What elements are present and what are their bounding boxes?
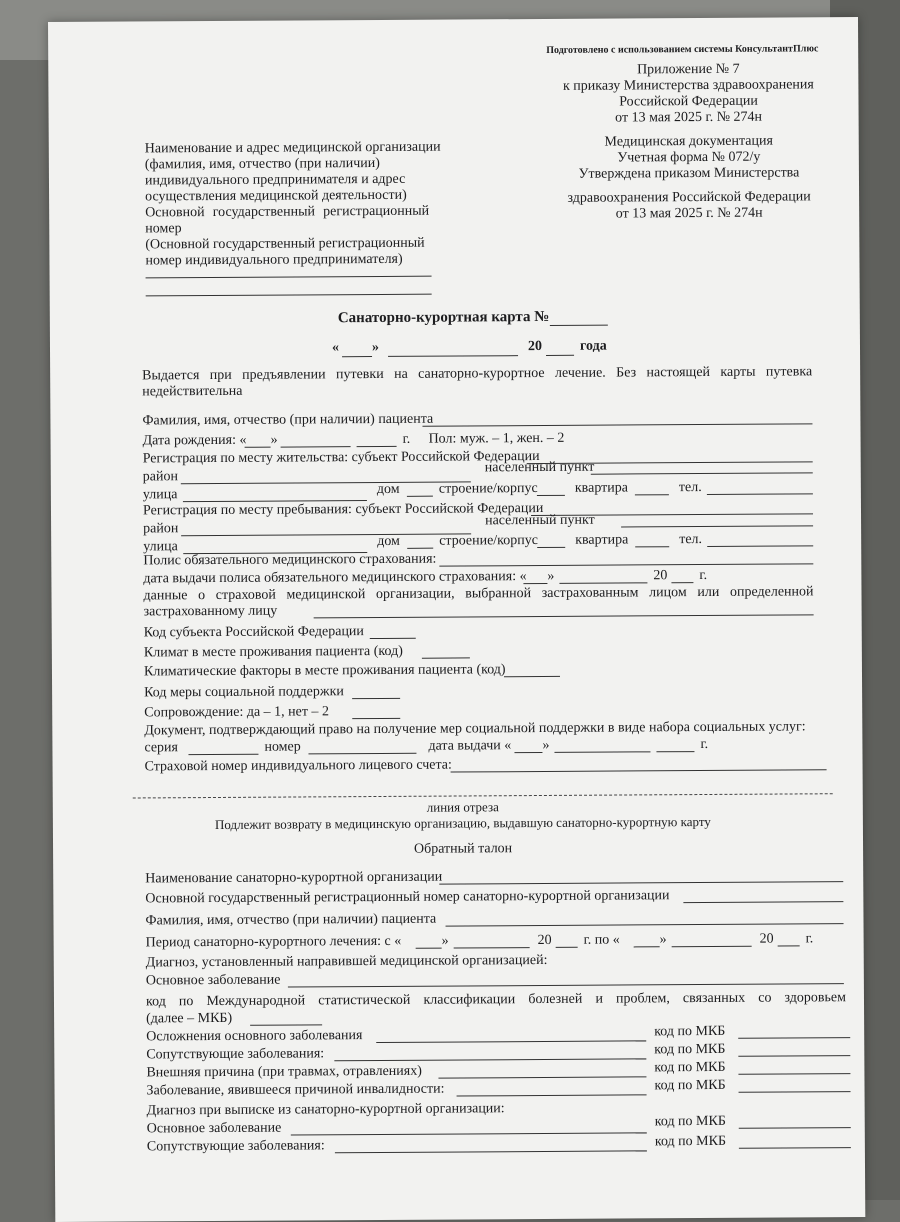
card-year-prefix: 20 <box>527 338 543 355</box>
complications-icd-label: код по МКБ <box>654 1023 726 1040</box>
period-from-day-field[interactable] <box>416 948 442 949</box>
concomitant-label: Сопутствующие заболевания: <box>146 1046 325 1063</box>
discharge-main-icd-field[interactable] <box>739 1127 851 1129</box>
region-code-label: Код субъекта Российской Федерации <box>143 624 364 641</box>
discharge-concomitant-icd-label: код по МКБ <box>654 1133 727 1150</box>
appendix-number: Приложение № 7 <box>637 61 740 78</box>
discharge-concomitant-field[interactable] <box>335 1150 647 1153</box>
approved-line-1: Утверждена приказом Министерства <box>578 165 800 182</box>
period-from-year-field[interactable] <box>556 947 578 948</box>
birth-year-g: г. <box>402 431 411 447</box>
issue-month-field[interactable] <box>554 751 650 753</box>
order-line-3: от 13 мая 2025 г. № 274н <box>615 109 763 126</box>
card-month-field[interactable] <box>388 355 518 357</box>
policy-date-close: » <box>547 568 555 584</box>
period-to-day-field[interactable] <box>634 946 660 947</box>
external-icd-label: код по МКБ <box>654 1059 726 1076</box>
birth-day-field[interactable] <box>245 447 271 448</box>
phone-field-1[interactable] <box>707 493 813 495</box>
card-date-open: « <box>331 340 340 356</box>
disability-icd-field[interactable] <box>739 1091 851 1093</box>
phone-label-2: тел. <box>679 532 703 548</box>
discharge-main-icd-label: код по МКБ <box>654 1113 726 1130</box>
birth-date-close: » <box>270 432 278 448</box>
house-label-1: дом <box>376 481 400 497</box>
insurer-field[interactable] <box>314 614 814 618</box>
icd-line-1: код по Международной статистической классификации болезней и проблем, связанных со здоровьем <box>145 990 847 1010</box>
diagnosis-referral-label: Диагноз, установленный направившей медицинской организацией: <box>145 952 548 971</box>
card-day-field[interactable] <box>342 356 372 357</box>
main-disease-label: Основное заболевание <box>145 972 281 989</box>
concomitant-field[interactable] <box>334 1058 646 1061</box>
doc-right-label: Документ, подтверждающий право на получение мер социальной поддержки в виде набора социальных услуг: <box>144 719 806 739</box>
house-field-2[interactable] <box>407 548 433 549</box>
policy-day-field[interactable] <box>523 583 547 584</box>
series-label: серия <box>144 740 179 756</box>
order-line-1: к приказу Министерства здравоохранения <box>562 77 814 94</box>
issue-year-g: г. <box>700 736 709 753</box>
building-label-1: строение/корпус <box>438 481 538 497</box>
district-field-1[interactable] <box>181 481 471 484</box>
period-year-g: г. <box>805 931 814 947</box>
discharge-concomitant-label: Сопутствующие заболевания: <box>146 1138 325 1155</box>
birth-month-field[interactable] <box>281 446 351 447</box>
fio-label: Фамилия, имя, отчество (при наличии) пациента <box>142 411 434 429</box>
card-year-field[interactable] <box>546 355 574 356</box>
discharge-main-disease-label: Основное заболевание <box>146 1120 282 1137</box>
escort-label: Сопровождение: да – 1, нет – 2 <box>144 704 330 721</box>
building-label-2: строение/корпус <box>439 533 539 549</box>
med-doc-label: Медицинская документация <box>604 133 773 150</box>
document-page <box>48 17 865 1222</box>
org-underline-1[interactable] <box>146 276 432 279</box>
org-line-6: номер <box>145 221 182 237</box>
issue-date-close: » <box>542 737 550 753</box>
apartment-field-1[interactable] <box>635 494 669 495</box>
card-date-close: » <box>371 339 380 356</box>
district-label-1: район <box>142 469 179 485</box>
issue-year-field[interactable] <box>656 751 694 752</box>
district-field-2[interactable] <box>181 533 471 536</box>
escort-field[interactable] <box>352 718 400 719</box>
coupon-sanatorium-name-label: Наименование санаторно-курортной организации <box>145 869 443 887</box>
number-label: номер <box>264 739 301 755</box>
street-label-1: улица <box>142 487 178 503</box>
reg-living-label: Регистрация по месту жительства: субъект Российской Федерации <box>142 449 540 467</box>
card-title: Санаторно-курортная карта № <box>337 308 550 327</box>
period-to-label: г. по « <box>583 932 620 948</box>
org-line-3: индивидуального предпринимателя и адрес <box>144 171 406 189</box>
org-underline-2[interactable] <box>146 294 432 297</box>
period-from-month-field[interactable] <box>454 947 530 948</box>
settlement-label-2: населенный пункт <box>485 512 595 529</box>
period-close-1: » <box>441 933 449 949</box>
reg-stay-label: Регистрация по месту пребывания: субъект Российской Федерации <box>142 500 544 519</box>
phone-label-1: тел. <box>678 480 702 496</box>
issue-day-field[interactable] <box>514 752 542 753</box>
org-line-7: (Основной государственный регистрационный <box>145 235 425 253</box>
building-field-1[interactable] <box>537 495 565 496</box>
period-close-2: » <box>659 932 667 948</box>
concomitant-icd-label: код по МКБ <box>654 1041 726 1058</box>
street-label-2: улица <box>143 539 178 555</box>
approved-line-2: здравоохранения Российской Федерации <box>567 189 811 206</box>
social-code-label: Код меры социальной поддержки <box>144 684 344 701</box>
coupon-sanatorium-name-field[interactable] <box>439 881 843 884</box>
cut-line-label: линия отреза <box>426 799 499 815</box>
disability-icd-label: код по МКБ <box>654 1077 726 1094</box>
period-year-1-prefix: 20 <box>537 932 552 949</box>
intro-line-2: недействительна <box>142 383 243 400</box>
org-line-1: Наименование и адрес медицинской организации <box>144 139 441 157</box>
snils-field[interactable] <box>451 769 827 772</box>
social-code-field[interactable] <box>352 698 400 699</box>
policy-field[interactable] <box>439 563 813 566</box>
discharge-concomitant-icd-field[interactable] <box>739 1147 851 1149</box>
issue-date-label: дата выдачи « <box>428 738 512 754</box>
period-year-2-prefix: 20 <box>759 931 774 947</box>
period-to-year-field[interactable] <box>778 945 800 946</box>
climate-field[interactable] <box>422 657 470 658</box>
period-to-month-field[interactable] <box>672 946 752 947</box>
complications-icd-field[interactable] <box>738 1037 850 1039</box>
order-line-2: Российской Федерации <box>619 93 758 110</box>
icd-code-field[interactable] <box>250 1024 322 1025</box>
coupon-fio-field[interactable] <box>446 923 844 926</box>
settlement-field-2[interactable] <box>621 525 813 527</box>
complications-field[interactable] <box>376 1040 646 1043</box>
consultant-note: Подготовлено с использованием системы КонсультантПлюс <box>546 43 819 56</box>
insurer-line-1: данные о страховой медицинской организации, выбранной застрахованным лицом или определенной <box>143 584 814 604</box>
birth-year-field[interactable] <box>357 446 397 447</box>
fio-field[interactable] <box>422 423 812 426</box>
intro-line-1: Выдается при предъявлении путевки на санаторно-курортное лечение. Без настоящей карты путевка <box>142 364 813 384</box>
concomitant-icd-field[interactable] <box>738 1055 850 1057</box>
org-line-5: Основной государственный регистрационный <box>145 203 430 221</box>
form-number: Учетная форма № 072/у <box>617 149 761 166</box>
settlement-field-1[interactable] <box>591 472 813 474</box>
org-line-8: номер индивидуального предпринимателя) <box>145 251 403 269</box>
external-cause-label: Внешняя причина (при травмах, отравлениях) <box>146 1063 422 1081</box>
apartment-label-2: квартира <box>575 532 629 548</box>
coupon-ogrn-field[interactable] <box>683 901 843 903</box>
climate-factors-field[interactable] <box>504 676 560 677</box>
org-line-4: осуществления медицинской деятельности) <box>145 187 407 205</box>
phone-field-2[interactable] <box>707 545 813 547</box>
disability-label: Заболевание, явившееся причиной инвалидности: <box>146 1081 445 1099</box>
apartment-field-2[interactable] <box>635 546 669 547</box>
external-icd-field[interactable] <box>738 1073 850 1075</box>
discharge-main-disease-field[interactable] <box>291 1132 647 1135</box>
policy-year-field[interactable] <box>671 582 693 583</box>
coupon-fio-label: Фамилия, имя, отчество (при наличии) пациента <box>145 911 437 929</box>
policy-year-prefix: 20 <box>653 568 668 584</box>
org-line-2: (фамилия, имя, отчество (при наличии) <box>144 155 380 173</box>
climate-factors-label: Климатические факторы в месте проживания пациента (код) <box>143 662 506 680</box>
approved-line-3: от 13 мая 2025 г. № 274н <box>615 205 763 222</box>
house-field-1[interactable] <box>407 496 433 497</box>
complications-label: Осложнения основного заболевания <box>146 1028 363 1045</box>
series-field[interactable] <box>188 754 258 755</box>
policy-label: Полис обязательного медицинского страхования: <box>143 551 437 569</box>
settlement-label-1: населенный пункт <box>484 459 595 476</box>
discharge-diagnosis-label: Диагноз при выписке из санаторно-курортной организации: <box>146 1101 505 1119</box>
icd-line-2: (далее – МКБ) <box>146 1010 233 1027</box>
apartment-label-1: квартира <box>574 480 628 496</box>
disability-field[interactable] <box>457 1094 647 1096</box>
policy-date-label: дата выдачи полиса обязательного медицинского страхования: « <box>143 569 527 587</box>
coupon-title: Обратный талон <box>413 841 513 857</box>
climate-label: Климат в месте проживания пациента (код) <box>143 643 403 661</box>
main-disease-field[interactable] <box>288 983 844 987</box>
return-note: Подлежит возврату в медицинскую организацию, выдавшую санаторно-курортную карту <box>214 813 711 832</box>
period-label: Период санаторно-курортного лечения: с « <box>145 933 402 951</box>
birth-date-label: Дата рождения: « <box>142 432 247 449</box>
number-field[interactable] <box>308 753 416 755</box>
snils-label: Страховой номер индивидуального лицевого счета: <box>144 757 452 775</box>
region-code-field[interactable] <box>370 638 416 639</box>
card-number-field[interactable] <box>550 325 608 326</box>
insurer-line-2: застрахованному лицу <box>143 603 278 620</box>
building-field-2[interactable] <box>537 547 565 548</box>
policy-year-g: г. <box>699 567 708 584</box>
coupon-ogrn-label: Основной государственный регистрационный номер санаторно-курортной организации <box>145 888 670 907</box>
sex-label: Пол: муж. – 1, жен. – 2 <box>428 430 565 447</box>
house-label-2: дом <box>377 533 400 549</box>
card-year-word: года <box>579 338 607 354</box>
district-label-2: район <box>143 521 179 537</box>
external-cause-field[interactable] <box>438 1076 646 1078</box>
